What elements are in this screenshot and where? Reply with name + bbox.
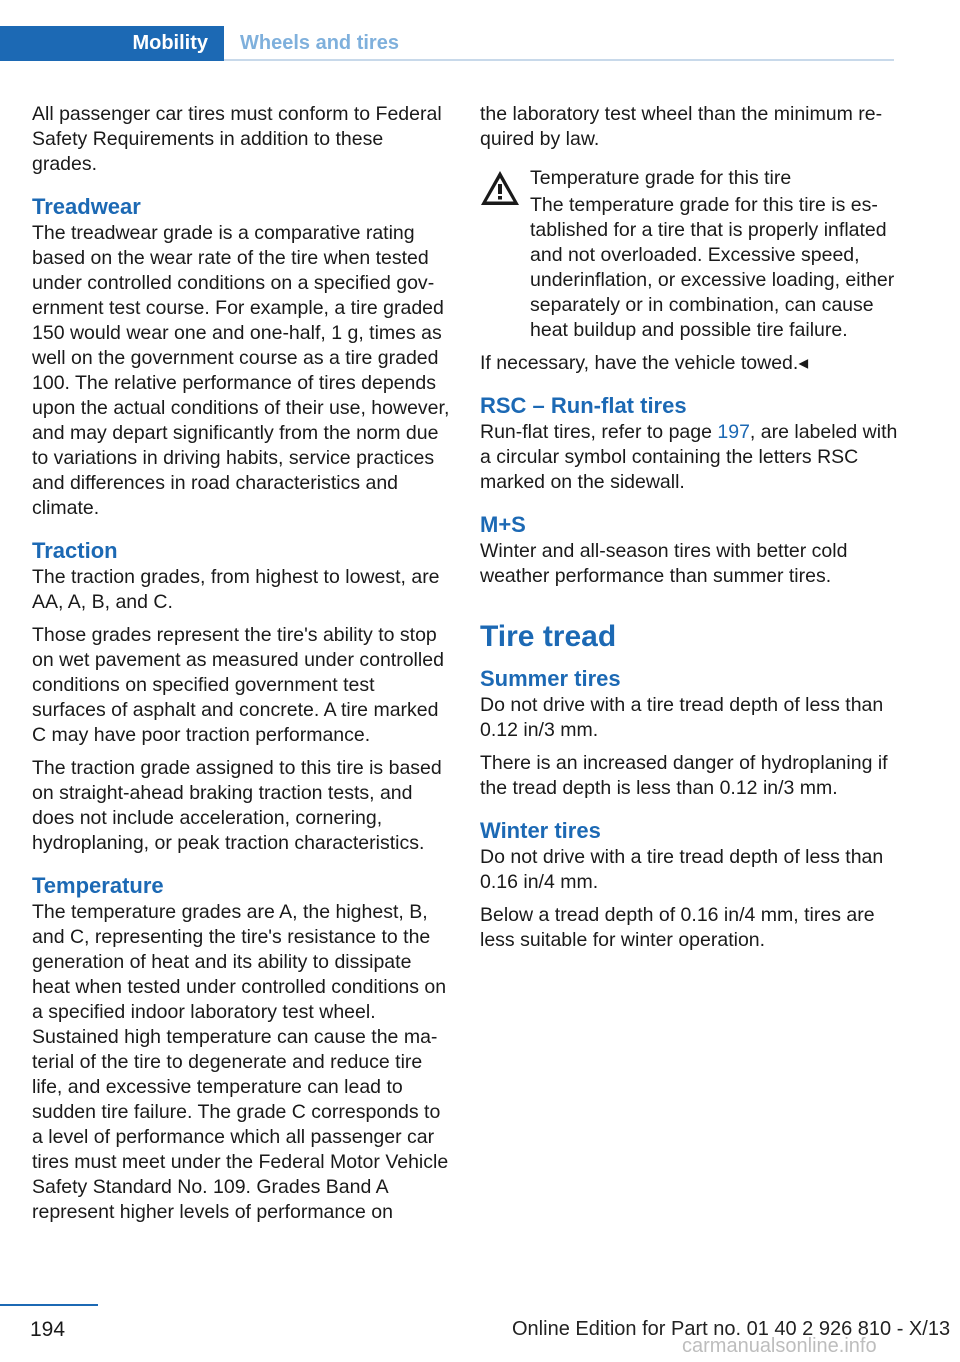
ms-heading: M+S [480, 512, 526, 537]
winter-paragraph-2: Below a tread depth of 0.16 in/4 mm, tires are less suitable for winter operation. [480, 904, 875, 951]
header-subsection-tab: Wheels and tires [240, 32, 399, 54]
warning-triangle-icon [480, 170, 520, 206]
warning-text: The temperature grade for this tire is established for a tire that is properly inflated and not overloaded. Excessive speed, underinflation, or excessive loading, either separately or in combination, can cause heat buildup and possible tire failure. [530, 194, 895, 341]
rsc-heading: RSC – Run-flat tires [480, 393, 687, 418]
continuation-paragraph: the laboratory test wheel than the minimum required by law. [480, 103, 883, 150]
rsc-text-after: , are labeled with a circular symbol containing the letters RSC marked on the sidewall. [480, 421, 898, 493]
temperature-paragraph: The temperature grades are A, the highest, B, and C, representing the tire's resistance to the generation of heat and its ability to dissipate heat when tested under controlled conditions on a specified indoor laboratory test wheel. Sustained high temperature can cause the material of the tire to degenerate and reduce tire life, and excessive temperature can lead to sudden tire failure. The grade C corresponds to a level of performance which all passenger car tires must meet under the Federal Motor Vehicle Safety Standard No. 109. Grades Band A represent higher levels of performance on [32, 901, 449, 1223]
treadwear-paragraph: The treadwear grade is a comparative rating based on the wear rate of the tire when tested under controlled conditions on a specified government test course. For example, a tire graded 150 would wear one and one-half, 1 g, times as well on the government course as a tire graded 100. The relative performance of tires depends upon the actual conditions of their use, however, and may depart significantly from the norm due to variations in driving habits, service practices and differences in road characteristics and climate. [32, 222, 450, 519]
ms-paragraph: Winter and all-season tires with better cold weather performance than summer tires. [480, 540, 848, 587]
treadwear-heading: Treadwear [32, 194, 141, 219]
left-column [32, 102, 450, 1233]
edition-text: Online Edition for Part no. 01 40 2 926 810 - X/13 [512, 1318, 951, 1340]
footer-rule [0, 1304, 98, 1306]
winter-paragraph-1: Do not drive with a tire tread depth of less than 0.16 in/4 mm. [480, 846, 884, 893]
right-column [480, 102, 900, 961]
rsc-page-link[interactable]: 197 [717, 421, 750, 443]
summer-tires-heading: Summer tires [480, 666, 621, 691]
traction-paragraph-1: The traction grades, from highest to lowest, are AA, A, B, and C. [32, 566, 440, 613]
warning-end: If necessary, have the vehicle towed.◂ [480, 352, 809, 374]
traction-heading: Traction [32, 538, 118, 563]
page-header [0, 26, 894, 61]
tire-tread-heading: Tire tread [480, 620, 617, 653]
temperature-heading: Temperature [32, 873, 164, 898]
traction-paragraph-3: The traction grade assigned to this tire is based on straight-ahead braking traction tests, and does not include acceleration, cornering, hydroplaning, or peak traction characteristics. [32, 757, 442, 854]
header-section-tab: Mobility [0, 26, 224, 61]
page-number: 194 [30, 1318, 66, 1341]
winter-tires-heading: Winter tires [480, 818, 601, 843]
summer-paragraph-2: There is an increased danger of hydroplaning if the tread depth is less than 0.12 in/3 mm. [480, 752, 888, 799]
rsc-text-before: Run-flat tires, refer to page [480, 421, 718, 443]
watermark: carmanualsonline.info [682, 1335, 877, 1357]
warning-block [480, 166, 900, 343]
summer-paragraph-1: Do not drive with a tire tread depth of less than 0.12 in/3 mm. [480, 694, 884, 741]
rsc-paragraph [480, 420, 900, 495]
header-rule [224, 59, 894, 61]
intro-paragraph: All passenger car tires must conform to Federal Safety Requirements in addition to these grades. [32, 103, 442, 175]
warning-title: Temperature grade for this tire [530, 167, 792, 189]
traction-paragraph-2: Those grades represent the tire's ability to stop on wet pavement as measured under controlled conditions on specified government test surfaces of asphalt and concrete. A tire marked C may have poor traction performance. [32, 624, 444, 746]
